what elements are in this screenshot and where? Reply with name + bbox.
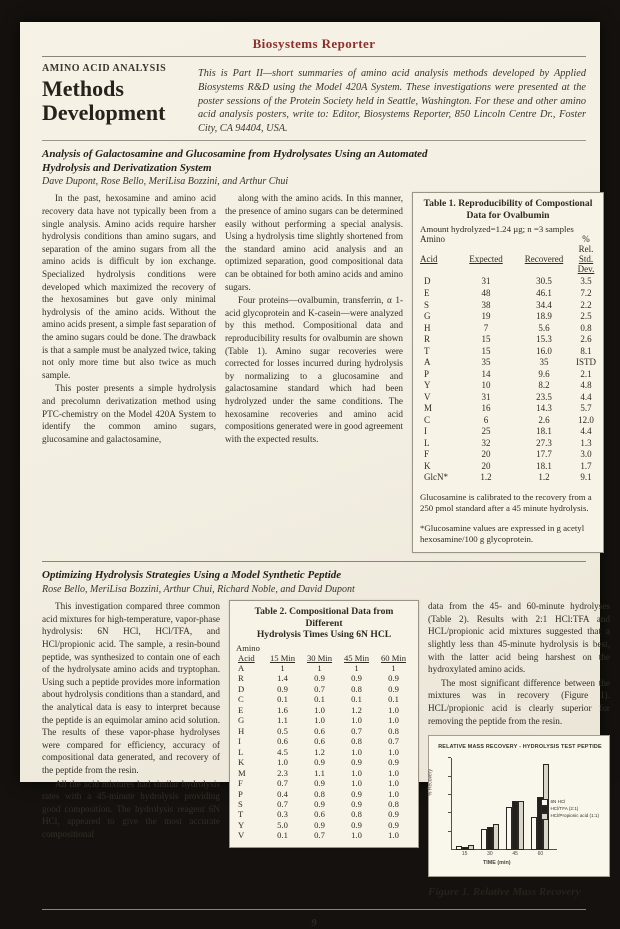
table-row <box>420 334 596 346</box>
table-cell: 1.0 <box>351 767 362 778</box>
legend-label: 6N HCl <box>550 798 566 804</box>
table-cell: D <box>424 276 431 287</box>
table-cell: 1 <box>317 662 322 673</box>
paragraph: along with the amino acids. In this manner, the presence of amino sugars can be determined easily without performing a special analysis. Using a hydrolysis time slightly shortened from the standard amino acid analysis and an optimized separation, good compositional data can be obtained for both amino acids and amino sugars. <box>225 193 403 292</box>
table-cell: 1.2 <box>314 746 325 757</box>
table-cell: 3.5 <box>580 276 592 287</box>
table-row <box>420 288 596 300</box>
table-cell: 0.8 <box>351 736 362 747</box>
y-tick-mark <box>448 812 451 813</box>
table-row <box>420 300 596 312</box>
table-cell: 0.1 <box>277 830 288 841</box>
table-cell: 0.9 <box>388 673 399 684</box>
table-cell: 0.5 <box>277 725 288 736</box>
table2-col-acid: Acid <box>238 652 255 663</box>
table-cell: 23.5 <box>536 391 552 402</box>
table2-rows <box>236 663 412 841</box>
table-cell: Y <box>238 819 245 830</box>
legend-label: HCl/TFA (2:1) <box>550 805 579 811</box>
table-cell: L <box>238 746 244 757</box>
table-cell: GlcN* <box>424 472 448 483</box>
paragraph: All the acid mixtures had similar hydrolysis rates with a 45-minute hydrolysis providing good composition. The hydrolysis reagent 6N HCl, appeared to give the most accurate compositional <box>42 778 220 839</box>
y-tick-mark <box>448 757 451 758</box>
table-cell: 1.0 <box>351 778 362 789</box>
article2-title: Optimizing Hydrolysis Strategies Using a Model Synthetic Peptide <box>42 569 342 582</box>
table-row <box>420 461 596 473</box>
table-row <box>236 684 412 694</box>
table-cell: 0.9 <box>314 819 325 830</box>
table-cell: 10 <box>481 380 491 391</box>
table-row <box>420 357 596 369</box>
table-cell: 0.8 <box>351 683 362 694</box>
table-cell: 0.7 <box>314 683 325 694</box>
table-cell: 1.0 <box>388 746 399 757</box>
table-cell: 0.9 <box>351 673 362 684</box>
table1-header-row1 <box>420 234 596 254</box>
table2-col-30min: 30 Min <box>306 652 333 663</box>
table-cell: 1.2 <box>351 704 362 715</box>
table-cell: 3.0 <box>580 449 592 460</box>
table-cell: 0.9 <box>388 757 399 768</box>
table-row <box>420 323 596 335</box>
table-cell: R <box>424 334 431 345</box>
table-row <box>236 809 412 819</box>
article2-column3 <box>428 600 610 900</box>
table-cell: 2.6 <box>538 414 550 425</box>
table-cell: P <box>238 788 243 799</box>
table-cell: 1.7 <box>580 460 592 471</box>
table-row <box>420 403 596 415</box>
table-cell: 1 <box>391 662 396 673</box>
table1-col-acid: Acid <box>420 254 438 265</box>
paragraph: data from the 45- and 60-minute hydrolyses (Table 2). Results with 2:1 HCl:TFA and HCL/propionic acid mixtures suggested that a slightly less than 45-minute hydrolysis is best, with the latter acid being harshest on the hydroxylated amino acids. <box>428 601 610 675</box>
table-cell: K <box>238 757 245 768</box>
paragraph: Four proteins—ovalbumin, transferrin, α 1-acid glycoprotein and K-casein—were analyzed by this method. Compositional data and reproducibility results for ovalbumin are shown (Table 1). Amino sugar recoveries were corrected for losses incurred during hydrolysis by normalizing to a glucosamine and galactosamine standard which had been hydrolyzed under the same conditions. The hexosamine recoveries and amino acid compositions generated were in good agreement with the expected results. <box>225 295 403 444</box>
bar <box>493 824 499 850</box>
table1-col-stddev: Std. Dev. <box>577 254 595 275</box>
table-cell: 1.1 <box>277 715 288 726</box>
table-cell: 5.6 <box>538 322 550 333</box>
chart-xlabel: TIME (min) <box>483 859 511 866</box>
table-cell: K <box>424 460 431 471</box>
y-tick-mark <box>448 776 451 777</box>
page-title-line2: Development <box>42 99 166 125</box>
table-row <box>420 438 596 450</box>
table-row <box>236 726 412 736</box>
paragraph: This poster presents a simple hydrolysis and precolumn derivatization method using PTC-chemistry on the Model 420A System to identify the common amino sugars, glucosamine and galactosamine, <box>42 383 216 444</box>
header-rule <box>42 140 586 141</box>
chart-legend <box>541 799 599 820</box>
table1-title <box>420 198 596 221</box>
table-cell: 15 <box>481 334 491 345</box>
table1-col-expected: Expected <box>469 254 503 265</box>
table-cell: 1 <box>354 662 359 673</box>
table-cell: C <box>238 694 244 705</box>
table1-subtitle: Amount hydrolyzed=1.24 µg; n =3 samples <box>420 224 574 235</box>
table-cell: T <box>238 809 244 820</box>
table-cell: V <box>238 830 245 841</box>
bar-group-30min <box>481 758 499 858</box>
table-cell: 35 <box>481 357 491 368</box>
table-row <box>420 426 596 438</box>
table1-title-line1: Table 1. Reproducibility of Compostional <box>423 198 593 210</box>
table1-header-row2 <box>420 254 596 274</box>
table-cell: 0.8 <box>388 725 399 736</box>
bar-group-15min <box>456 758 474 858</box>
table-cell: 0.6 <box>314 736 325 747</box>
table-row <box>236 799 412 809</box>
table-cell: 16.0 <box>536 345 552 356</box>
table-cell: 0.8 <box>580 322 592 333</box>
table-cell: M <box>424 403 433 414</box>
table-cell: 1.0 <box>388 778 399 789</box>
table-cell: 34.4 <box>536 299 552 310</box>
table-cell: 1 <box>280 662 285 673</box>
table-cell: 6 <box>483 414 489 425</box>
table-row <box>420 472 596 484</box>
table-cell: 32 <box>481 437 491 448</box>
table-cell: 7.2 <box>580 288 592 298</box>
article1-column2 <box>225 192 403 445</box>
table-cell: E <box>424 288 430 298</box>
table1-note1: Glucosamine is calibrated to the recovery from a 250 pmol standard after a 45 minute hydrolysis. <box>420 491 592 514</box>
chart-title: RELATIVE MASS RECOVERY - HYDROLYSIS TEST PEPTIDE <box>438 744 602 751</box>
article1-column1 <box>42 192 216 445</box>
table-cell: T <box>424 345 430 356</box>
table-cell: 7 <box>483 322 489 333</box>
table-cell: 0.9 <box>314 757 325 768</box>
x-tick-label: 30 <box>487 851 493 858</box>
table-cell: 46.1 <box>536 288 552 298</box>
table2-col-60min: 60 Min <box>380 652 407 663</box>
table-cell: 14 <box>481 368 491 379</box>
table-cell: 0.9 <box>388 683 399 694</box>
table-cell: 2.2 <box>580 299 592 310</box>
table-cell: 0.7 <box>277 778 288 789</box>
table-row <box>236 757 412 767</box>
table-cell: 0.7 <box>351 725 362 736</box>
table-cell: 18.1 <box>536 426 552 437</box>
table-cell: 1.0 <box>388 830 399 841</box>
table-cell: 0.7 <box>314 830 325 841</box>
table-cell: S <box>424 299 430 310</box>
chart-ylabel: % Recovery <box>427 769 434 797</box>
table-cell: 0.7 <box>388 736 399 747</box>
table-row <box>420 276 596 288</box>
bar <box>518 801 524 850</box>
table-cell: 1.2 <box>538 472 550 483</box>
footer-rule <box>42 909 586 910</box>
legend-label: HCl/Propionic acid (1:1) <box>550 812 599 818</box>
table-cell: 1.0 <box>388 704 399 715</box>
table-row <box>420 392 596 404</box>
table-cell: Y <box>424 380 431 391</box>
table2-header-row <box>236 653 412 663</box>
legend-swatch <box>541 806 548 813</box>
table-row <box>236 747 412 757</box>
table-row <box>236 663 412 673</box>
table-cell: 18.9 <box>536 311 552 322</box>
table-cell: M <box>238 767 246 778</box>
table-cell: 0.6 <box>314 809 325 820</box>
table-cell: 0.1 <box>351 694 362 705</box>
table-cell: 9.6 <box>538 368 550 379</box>
chart-bars <box>452 758 553 858</box>
masthead-title: Biosystems Reporter <box>252 36 376 51</box>
table-cell: 2.3 <box>277 767 288 778</box>
figure1-caption: Figure 1. Relative Mass Recovery <box>428 886 581 899</box>
page-title <box>42 77 184 125</box>
table-cell: 0.9 <box>277 683 288 694</box>
table-cell: G <box>424 311 431 322</box>
legend-swatch <box>541 813 548 820</box>
table-cell: 0.9 <box>314 799 325 809</box>
table-cell: I <box>424 426 427 437</box>
bar <box>468 845 474 851</box>
table-cell: F <box>238 778 243 789</box>
table-cell: 0.3 <box>277 809 288 820</box>
x-tick-label: 60 <box>537 851 544 858</box>
table-cell: 0.9 <box>351 819 362 830</box>
table-cell: 18.1 <box>536 460 552 471</box>
article2-column1 <box>42 600 220 840</box>
x-tick-label: 45 <box>512 851 518 858</box>
article1-body <box>42 192 596 553</box>
table-cell: V <box>424 391 431 402</box>
table-cell: 19 <box>481 311 491 322</box>
table-cell: ISTD <box>576 357 596 368</box>
table-cell: 31 <box>481 276 491 287</box>
table-row <box>236 715 412 725</box>
table2-col-15min: 15 Min <box>269 652 296 663</box>
bar-cluster <box>456 758 474 850</box>
table-cell: 0.8 <box>314 788 325 799</box>
table-row <box>420 369 596 381</box>
y-tick-mark <box>448 831 451 832</box>
paragraph: This investigation compared three common acid mixtures for high-temperature, vapor-phase hydrolysis: 6N HCl, HCl/TFA, and HCl/propionic acid. The sample, a resin-bound peptide, was synthesized to contain one of each of the hydrolysate amino acids and tryptophan. Using such a peptide provides more information about hydrolysis conditions than a standard, and the analytical data is easy to interpret because the peptide is an equimolar amino acid solution. The results of these vapor-phase hydrolyses were compared for efficiency, accuracy of compositional data generated, and recovery of the peptide from the resin. <box>42 601 220 775</box>
table-row <box>236 778 412 788</box>
table-cell: 0.9 <box>388 819 399 830</box>
table-cell: C <box>424 414 431 425</box>
article1-title: Analysis of Galactosamine and Glucosamine from Hydrolysates Using an Automated Hydrolysis and Derivatization System <box>42 147 428 174</box>
table2-header-amino: Amino <box>236 642 260 653</box>
page-number: 9 <box>311 918 317 929</box>
x-tick-label: 15 <box>461 851 468 858</box>
article-divider <box>42 561 586 562</box>
table-cell: 0.1 <box>388 694 399 705</box>
newsletter-page <box>20 22 610 929</box>
bar-group-45min <box>506 758 524 858</box>
table-cell: 25 <box>481 426 491 437</box>
bar-cluster <box>506 758 524 850</box>
table-cell: 1.2 <box>480 472 492 483</box>
table-row <box>236 705 412 715</box>
table-cell: 17.7 <box>536 449 552 460</box>
table-cell: 2.1 <box>580 368 592 379</box>
table-cell: 0.7 <box>277 799 288 809</box>
table2-col-45min: 45 Min <box>343 652 370 663</box>
figure1-chart <box>428 735 610 877</box>
table-cell: 8.1 <box>580 345 592 356</box>
table-cell: 5.0 <box>277 819 288 830</box>
table-row <box>420 415 596 427</box>
table-cell: 1.6 <box>277 704 288 715</box>
table-cell: 1.0 <box>388 767 399 778</box>
table-cell: 16 <box>481 403 491 414</box>
section-label: AMINO ACID ANALYSIS <box>42 63 167 74</box>
table-cell: 0.1 <box>314 694 325 705</box>
table1-title-line2: Data for Ovalbumin <box>466 209 550 221</box>
chart-plot-area <box>451 758 601 858</box>
table2-title-line2: Hydrolysis Times Using 6N HCL <box>256 629 392 641</box>
table-row <box>420 449 596 461</box>
table-cell: L <box>424 437 430 448</box>
table-cell: 31 <box>481 391 491 402</box>
page-header <box>42 63 586 136</box>
table-cell: 1.0 <box>314 704 325 715</box>
table-cell: F <box>424 449 430 460</box>
table-cell: H <box>424 322 431 333</box>
table-cell: 1.0 <box>277 757 288 768</box>
table-cell: 14.3 <box>536 403 552 414</box>
table-cell: I <box>238 736 241 747</box>
table-cell: 38 <box>481 299 491 310</box>
table-cell: D <box>238 683 245 694</box>
table-row <box>236 768 412 778</box>
table-cell: 1.0 <box>351 746 362 757</box>
bar-cluster <box>481 758 499 850</box>
table-cell: 1.0 <box>351 830 362 841</box>
table-row <box>236 736 412 746</box>
table-cell: 4.4 <box>580 391 592 402</box>
y-tick-mark <box>448 794 451 795</box>
header-left <box>42 63 184 136</box>
page-title-line1: Methods <box>42 76 124 101</box>
table-cell: 0.4 <box>277 788 288 799</box>
table-cell: 48 <box>481 288 491 298</box>
table-row <box>420 380 596 392</box>
table-cell: A <box>424 357 431 368</box>
table2-title <box>236 606 412 641</box>
table-cell: S <box>238 799 243 809</box>
table-cell: 20 <box>481 449 491 460</box>
table-cell: P <box>424 368 430 379</box>
table-row <box>420 311 596 323</box>
table-row <box>236 789 412 799</box>
table1-col-recovered: Recovered <box>524 254 564 265</box>
table-cell: 30.5 <box>536 276 552 287</box>
table-cell: 1.0 <box>314 715 325 726</box>
table-cell: 15.3 <box>536 334 552 345</box>
legend-entry <box>541 806 599 813</box>
table-cell: G <box>238 715 245 726</box>
table-cell: 0.9 <box>351 788 362 799</box>
table1-box <box>412 192 604 553</box>
table-cell: 1.4 <box>277 673 288 684</box>
table-cell: 2.5 <box>580 311 592 322</box>
table-row <box>236 830 412 840</box>
table-cell: 20 <box>481 460 491 471</box>
paragraph: The most significant difference between the mixtures was in recovery (Figure 1). HCL/propionic acid is clearly superior for removing the peptide from the resin. <box>428 677 610 726</box>
paragraph: In the past, hexosamine and amino acid recovery data have not typically been from a single analysis. Amino acids require harsher hydrolysis conditions than amino sugars, and separation of the amino sugars from all the amino acids is difficult by ion exchange. Specialized hydrolysis conditions were developed which maximized the recovery of the hexosamines but gave only minimal hydrolysis of the amino acids. Without the amino acids present, a simple fast separation of the amino sugars could be done. The drawback is that a sample must be analyzed twice, taking not only more time but also twice as much sample. <box>42 193 216 380</box>
table1-header-rel: % Rel. <box>578 234 594 255</box>
table-cell: 0.6 <box>314 725 325 736</box>
table-cell: 0.9 <box>314 778 325 789</box>
table-cell: 1.0 <box>351 715 362 726</box>
masthead-rule <box>42 56 586 57</box>
article2-authors: Rose Bello, MeriLisa Bozzini, Arthur Chui, Richard Noble, and David Dupont <box>42 584 355 596</box>
table-cell: A <box>238 662 245 673</box>
article2-body <box>42 600 610 900</box>
table-cell: 0.6 <box>277 736 288 747</box>
table-cell: 9.1 <box>580 472 592 483</box>
table-cell: 4.4 <box>580 426 592 437</box>
table-cell: 35 <box>539 357 549 368</box>
table-cell: 0.8 <box>388 799 399 809</box>
table-cell: 12.0 <box>578 414 594 425</box>
table1-rows <box>420 276 596 483</box>
table-row <box>420 346 596 358</box>
table-cell: H <box>238 725 245 736</box>
table-cell: 4.5 <box>277 746 288 757</box>
table-cell: 0.8 <box>351 809 362 820</box>
legend-entry <box>541 813 599 820</box>
article1-authors: Dave Dupont, Rose Bello, MeriLisa Bozzini, and Arthur Chui <box>42 176 289 188</box>
table-cell: 0.9 <box>351 799 362 809</box>
table-cell: 2.6 <box>580 334 592 345</box>
table-cell: R <box>238 673 244 684</box>
table-cell: E <box>238 704 244 715</box>
table-cell: 1.0 <box>388 715 399 726</box>
table-cell: 0.1 <box>277 694 288 705</box>
table-row <box>236 820 412 830</box>
table-row <box>236 673 412 683</box>
table-cell: 1.0 <box>388 788 399 799</box>
table2-title-line1: Table 2. Compositional Data from Different <box>254 606 394 629</box>
editorial-intro: This is Part II—short summaries of amino acid analysis methods developed by Applied Biosystems R&D using the Model 420A System. These investigations were presented at the poster sessions of the Protein Society held in Seattle, Washington. For these and other amino acid analysis posters, write to: Editor, Biosystems Reporter, 850 Lincoln Centre Dr., Foster City, CA 94404, USA. <box>198 68 586 135</box>
table-cell: 1.1 <box>314 767 325 778</box>
table-cell: 0.9 <box>388 809 399 820</box>
table-cell: 5.7 <box>580 403 592 414</box>
table1-note2: *Glucosamine values are expressed in g acetyl hexosamine/100 g glycoprotein. <box>420 522 585 545</box>
table-row <box>236 694 412 704</box>
table1-header-amino: Amino <box>420 234 446 245</box>
table-cell: 27.3 <box>536 437 552 448</box>
table-cell: 4.8 <box>580 380 592 391</box>
table2-box <box>229 600 419 848</box>
table-cell: 0.9 <box>314 673 325 684</box>
table-cell: 1.3 <box>580 437 592 448</box>
table-cell: 8.2 <box>538 380 550 391</box>
table-cell: 0.9 <box>351 757 362 768</box>
table-cell: 15 <box>481 345 491 356</box>
